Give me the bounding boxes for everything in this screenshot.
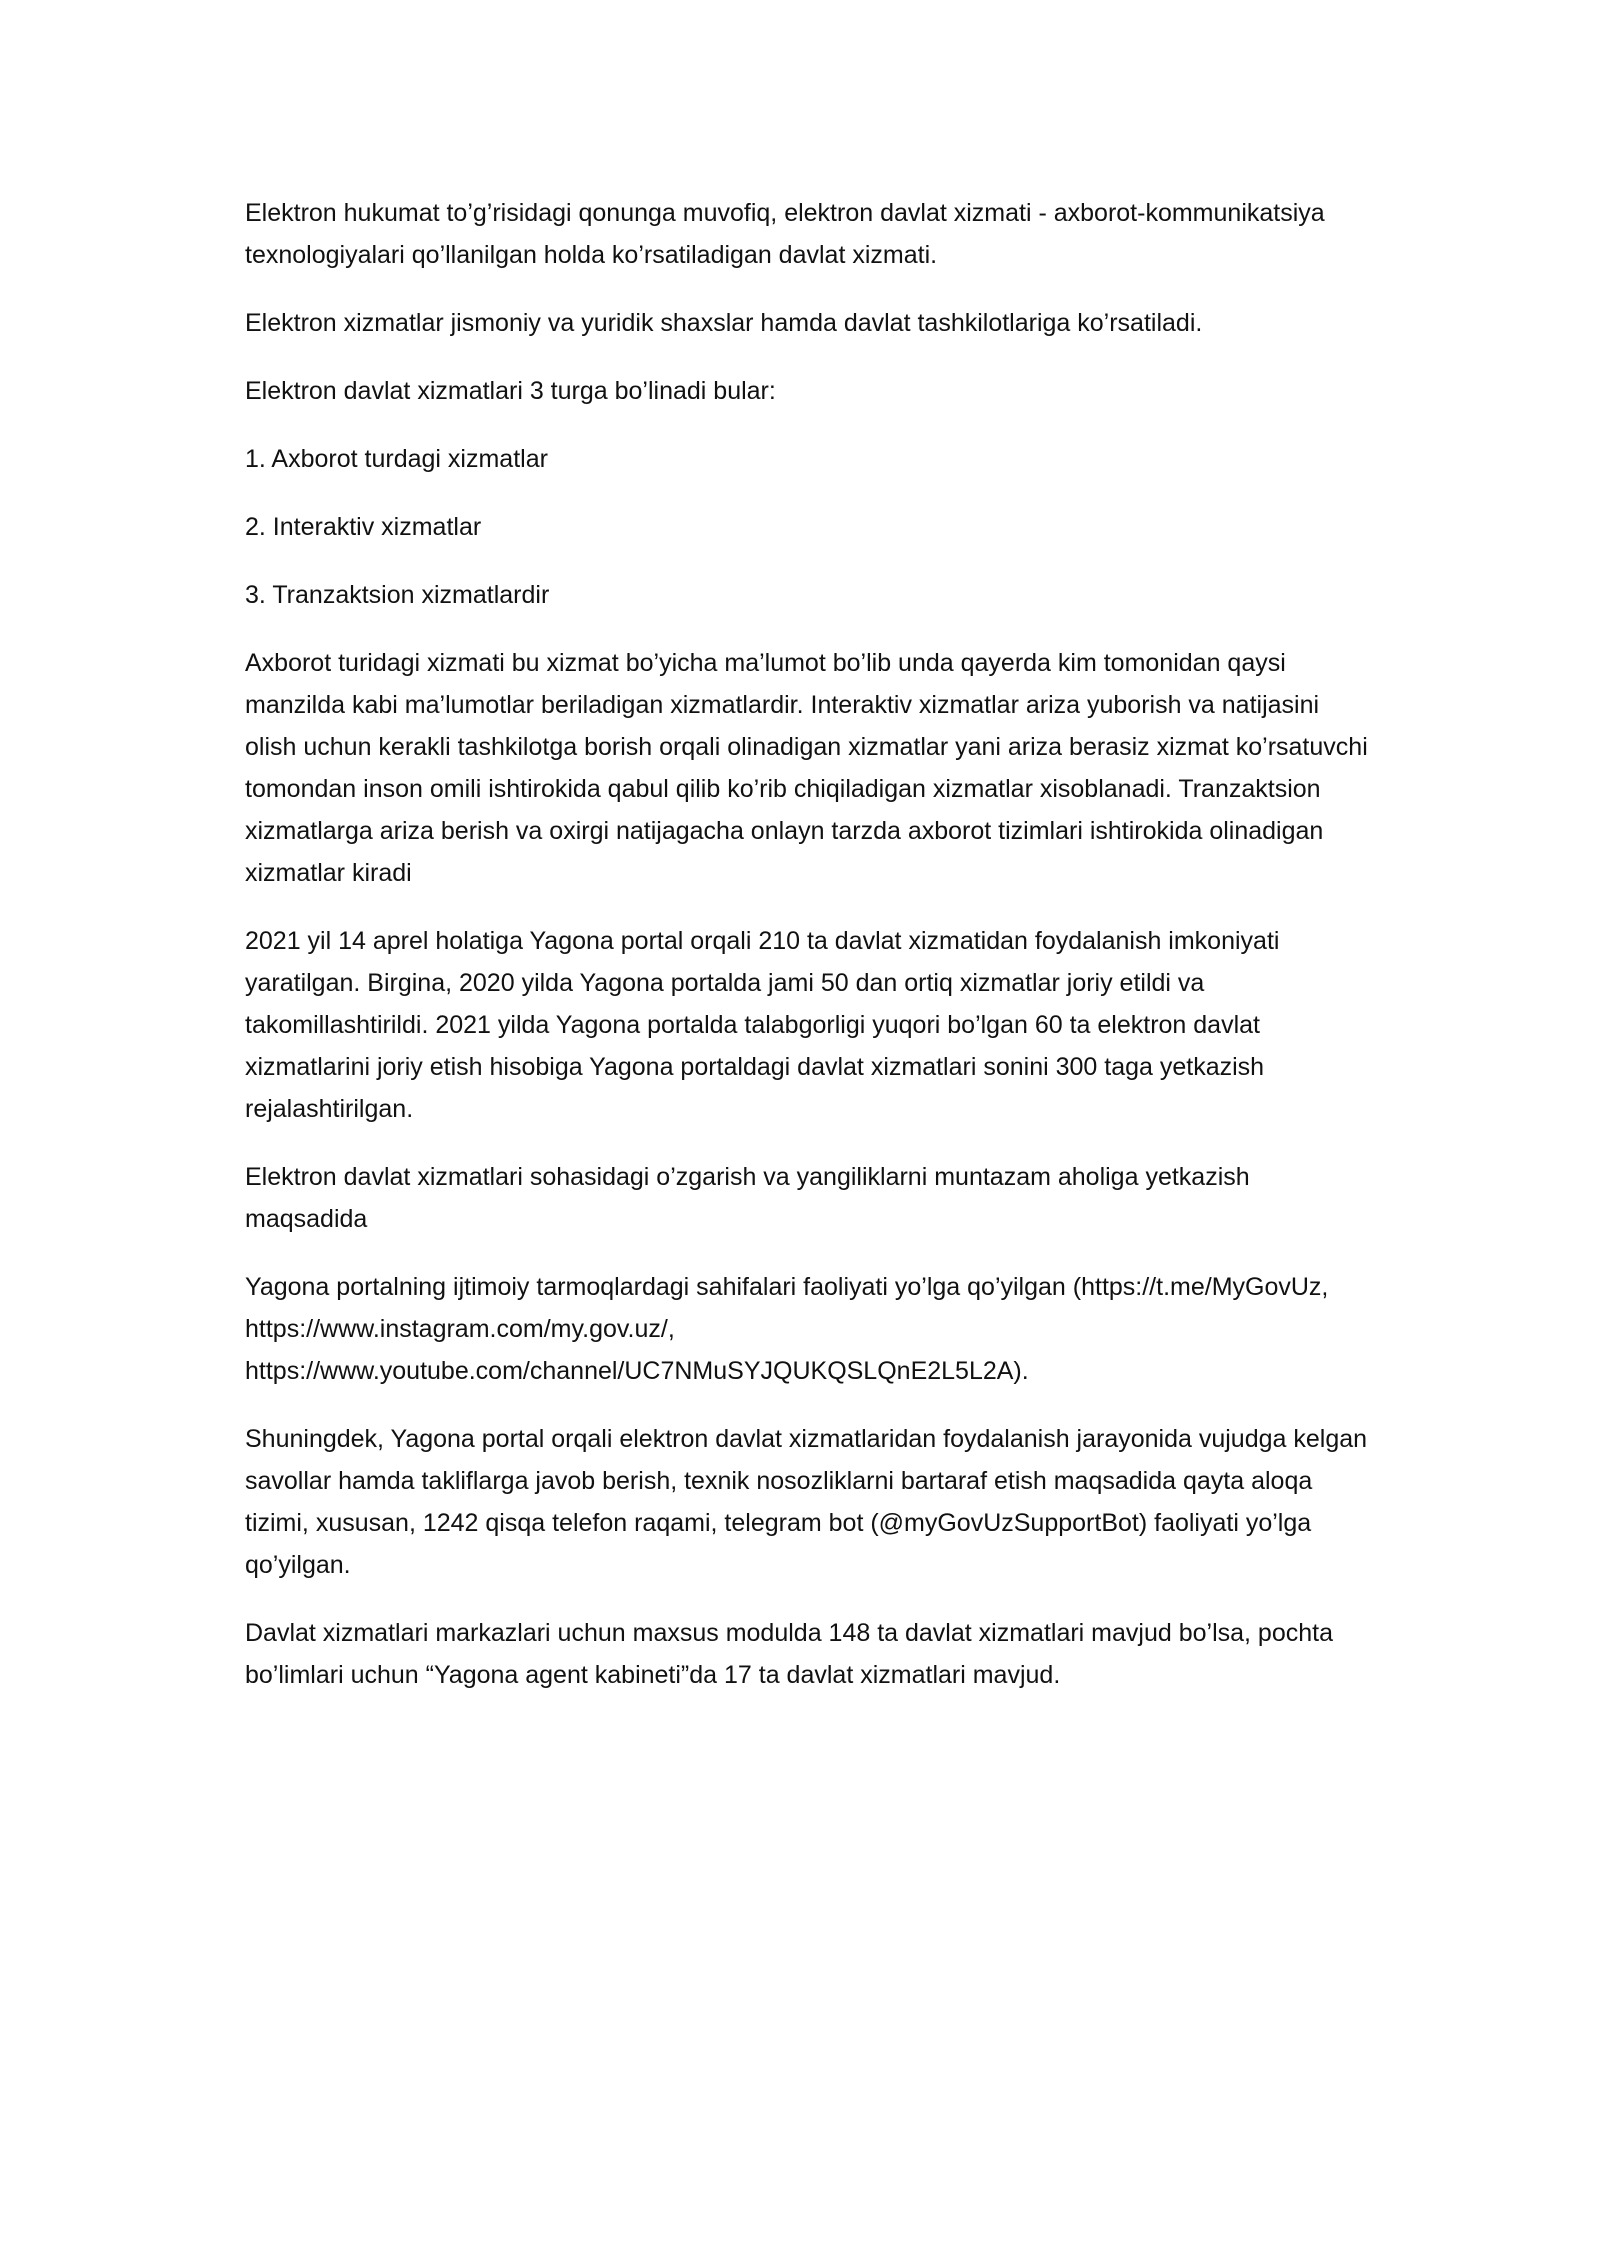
paragraph-news-purpose: Elektron davlat xizmatlari sohasidagi o’zgarish va yangiliklarni muntazam aholiga yetkazish maqsadida — [245, 1163, 1250, 1233]
service-types-list — [245, 438, 1375, 616]
paragraph-types-intro: Elektron davlat xizmatlari 3 turga bo’linadi bular: — [245, 377, 776, 405]
list-item: 2. Interaktiv xizmatlar — [245, 513, 482, 541]
list-item: 1. Axborot turdagi xizmatlar — [245, 445, 548, 473]
paragraph-social-media: Yagona portalning ijtimoiy tarmoqlardagi sahifalari faoliyati yo’lga qo’yilgan (https://t.me/MyGovUz, https://www.instagram.com/my.gov.uz/, https://www.youtube.com/channel/UC7NMuSYJQUKQSLQnE2L5L2A). — [245, 1273, 1329, 1385]
list-item: 3. Tranzaktsion xizmatlardir — [245, 581, 550, 609]
paragraph-feedback: Shuningdek, Yagona portal orqali elektron davlat xizmatlaridan foydalanish jarayonida vujudga kelgan savollar hamda takliflarga javob berish, texnik nosozliklarni bartaraf etish maqsadida qayta aloqa tizimi, xususan, 1242 qisqa telefon raqami, telegram bot (@myGovUzSupportBot) faoliyati yo’lga qo’yilgan. — [245, 1425, 1368, 1579]
paragraph-service-centers: Davlat xizmatlari markazlari uchun maxsus modulda 148 ta davlat xizmatlari mavjud bo’lsa, pochta bo’limlari uchun “Yagona agent kabineti”da 17 ta davlat xizmatlari mavjud. — [245, 1619, 1333, 1689]
paragraph-definition: Elektron hukumat to’g’risidagi qonunga muvofiq, elektron davlat xizmati - axborot-kommunikatsiya texnologiyalari qo’llanilgan holda ko’rsatiladigan davlat xizmati. — [245, 199, 1325, 269]
paragraph-recipients: Elektron xizmatlar jismoniy va yuridik shaxslar hamda davlat tashkilotlariga ko’rsatiladi. — [245, 309, 1203, 337]
document-page — [245, 192, 1375, 1722]
paragraph-types-explained: Axborot turidagi xizmati bu xizmat bo’yicha ma’lumot bo’lib unda qayerda kim tomonidan qaysi manzilda kabi ma’lumotlar beriladigan xizmatlardir. Interaktiv xizmatlar ariza yuborish va natijasini olish uchun kerakli tashkilotga borish orqali olinadigan xizmatlar yani ariza berasiz xizmat ko’rsatuvchi tomondan inson omili ishtirokida qabul qilib ko’rib chiqiladigan xizmatlar xisoblanadi. Tranzaktsion xizmatlarga ariza berish va oxirgi natijagacha onlayn tarzda axborot tizimlari ishtirokida olinadigan xizmatlar kiradi — [245, 649, 1368, 887]
paragraph-statistics: 2021 yil 14 aprel holatiga Yagona portal orqali 210 ta davlat xizmatidan foydalanish imkoniyati yaratilgan. Birgina, 2020 yilda Yagona portalda jami 50 dan ortiq xizmatlar joriy etildi va takomillashtirildi. 2021 yilda Yagona portalda talabgorligi yuqori bo’lgan 60 ta elektron davlat xizmatlarini joriy etish hisobiga Yagona portaldagi davlat xizmatlari sonini 300 taga yetkazish rejalashtirilgan. — [245, 927, 1280, 1123]
